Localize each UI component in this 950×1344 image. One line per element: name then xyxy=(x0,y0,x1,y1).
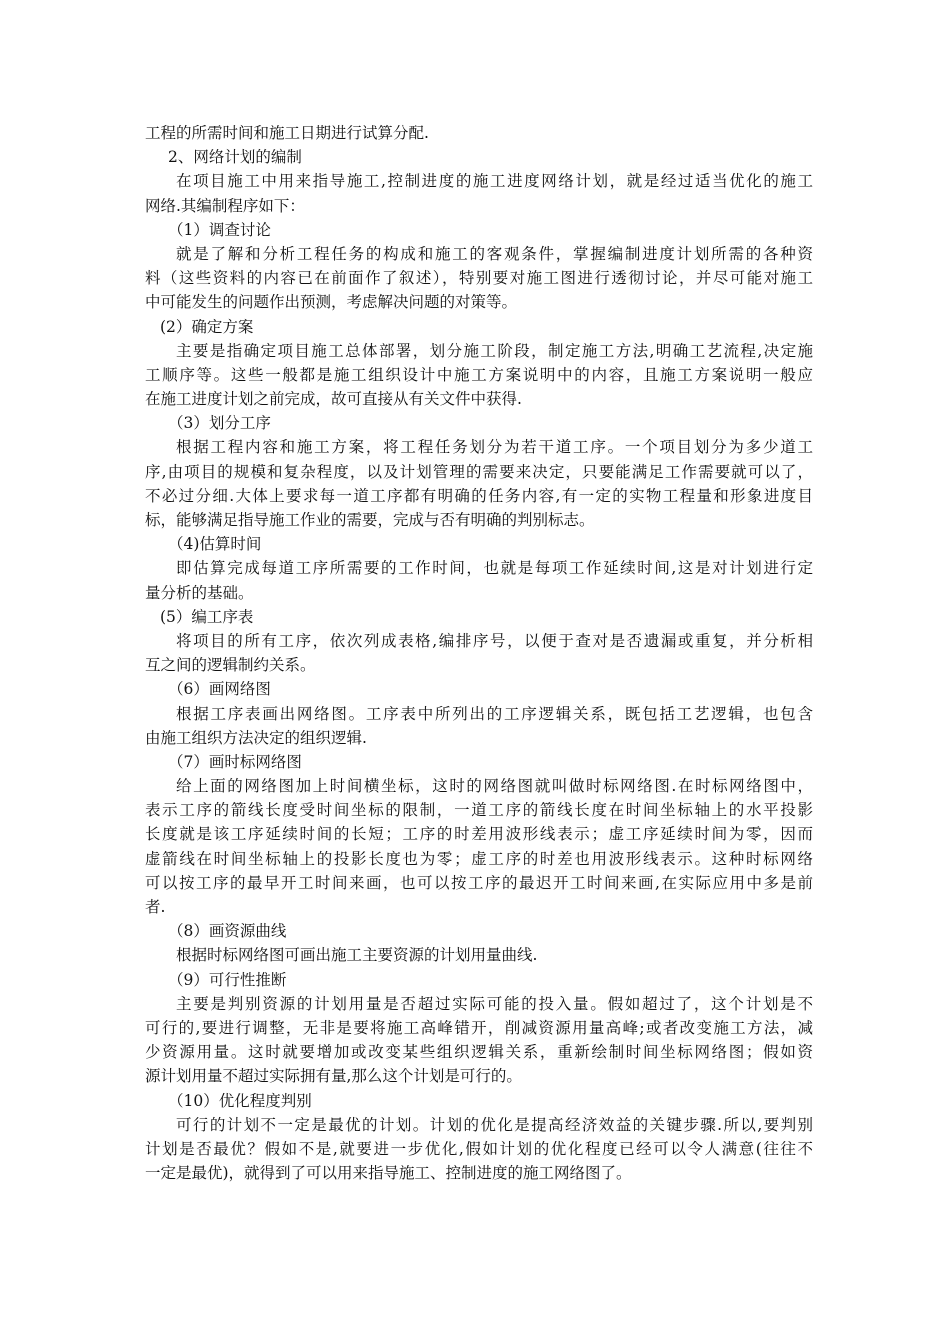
text-line: 中可能发生的问题作出预测，考虑解决问题的对策等。 xyxy=(145,293,518,312)
text-line: 主要是判别资源的计划用量是否超过实际可能的投入量。假如超过了，这个计划是不 xyxy=(176,994,813,1013)
section-heading: （3）划分工序 xyxy=(168,414,271,433)
document-body xyxy=(145,121,813,1185)
text-line: 由施工组织方法决定的组织逻辑. xyxy=(145,728,367,747)
section-heading: 2、网络计划的编制 xyxy=(168,148,302,167)
text-line: 者. xyxy=(145,898,166,916)
text-line: 在施工进度计划之前完成，故可直接从有关文件中获得. xyxy=(145,390,522,409)
text-line: 根据工序表画出网络图。工序表中所列出的工序逻辑关系，既包括工艺逻辑，也包含 xyxy=(176,704,813,723)
text-line: 表示工序的箭线长度受时间坐标的限制，一道工序的箭线长度在时间坐标轴上的水平投影 xyxy=(145,801,813,820)
text-line: 可行的,要进行调整，无非是要将施工高峰错开，削减资源用量高峰;或者改变施工方法，减 xyxy=(145,1018,813,1037)
text-line: 工顺序等。这些一般都是施工组织设计中施工方案说明中的内容，且施工方案说明一般应 xyxy=(145,365,813,384)
text-line: 料（这些资料的内容已在前面作了叙述），特别要对施工图进行透彻讨论，并尽可能对施工 xyxy=(145,269,813,288)
section-heading: (5）编工序表 xyxy=(160,607,254,626)
text-line: 计划是否最优？假如不是,就要进一步优化,假如计划的优化程度已经可以令人满意(往往不 xyxy=(145,1139,813,1158)
text-line: 给上面的网络图加上时间横坐标，这时的网络图就叫做时标网络图.在时标网络图中， xyxy=(176,777,813,796)
text-line: 源计划用量不超过实际拥有量,那么这个计划是可行的。 xyxy=(145,1067,522,1086)
section-heading: （6）画网络图 xyxy=(168,680,271,699)
text-line: 就是了解和分析工程任务的构成和施工的客观条件，掌握编制进度计划所需的各种资 xyxy=(176,244,813,263)
text-line: 不必过分细.大体上要求每一道工序都有明确的任务内容,有一定的实物工程量和形象进度目 xyxy=(145,486,813,505)
text-line: 根据工程内容和施工方案，将工程任务划分为若干道工序。一个项目划分为多少道工 xyxy=(176,438,813,457)
text-line: 标，能够满足指导施工作业的需要，完成与否有明确的判别标志。 xyxy=(145,511,595,529)
text-line: 序,由项目的规模和复杂程度，以及计划管理的需要来决定，只要能满足工作需要就可以了， xyxy=(145,462,813,481)
text-line: 网络.其编制程序如下： xyxy=(145,196,305,215)
text-line: 即估算完成每道工序所需要的工作时间，也就是每项工作延续时间,这是对计划进行定 xyxy=(176,559,813,578)
text-line: 可以按工序的最早开工时间来画，也可以按工序的最迟开工时间来画,在实际应用中多是前 xyxy=(145,873,813,892)
section-heading: （8）画资源曲线 xyxy=(168,922,287,941)
text-line: 工程的所需时间和施工日期进行试算分配. xyxy=(145,124,429,142)
section-heading: （10）优化程度判别 xyxy=(168,1091,312,1110)
section-heading: (2）确定方案 xyxy=(160,317,254,336)
text-line: 量分析的基础。 xyxy=(145,583,254,602)
text-line: 长度就是该工序延续时间的长短；工序的时差用波形线表示；虚工序延续时间为零，因而 xyxy=(145,825,813,844)
text-line: 可行的计划不一定是最优的计划。计划的优化是提高经济效益的关键步骤.所以,要判别 xyxy=(176,1115,813,1134)
text-line: 将项目的所有工序，依次列成表格,编排序号，以便于查对是否遗漏或重复，并分析相 xyxy=(176,631,813,650)
text-line: 在项目施工中用来指导施工,控制进度的施工进度网络计划，就是经过适当优化的施工 xyxy=(176,172,813,191)
section-heading: （1）调查讨论 xyxy=(168,220,271,239)
section-heading: （4)估算时间 xyxy=(168,535,262,554)
section-heading: （7）画时标网络图 xyxy=(168,752,302,771)
text-line: 主要是指确定项目施工总体部署，划分施工阶段，制定施工方法,明确工艺流程,决定施 xyxy=(176,341,813,360)
text-line: 互之间的逻辑制约关系。 xyxy=(145,656,316,675)
text-line: 虚箭线在时间坐标轴上的投影长度也为零；虚工序的时差也用波形线表示。这种时标网络 xyxy=(145,849,813,868)
text-line: 一定是最优)，就得到了可以用来指导施工、控制进度的施工网络图了。 xyxy=(145,1164,632,1183)
section-heading: （9）可行性推断 xyxy=(168,970,287,989)
text-line: 根据时标网络图可画出施工主要资源的计划用量曲线. xyxy=(176,946,538,965)
text-line: 少资源用量。这时就要增加或改变某些组织逻辑关系，重新绘制时间坐标网络图；假如资 xyxy=(145,1043,813,1062)
